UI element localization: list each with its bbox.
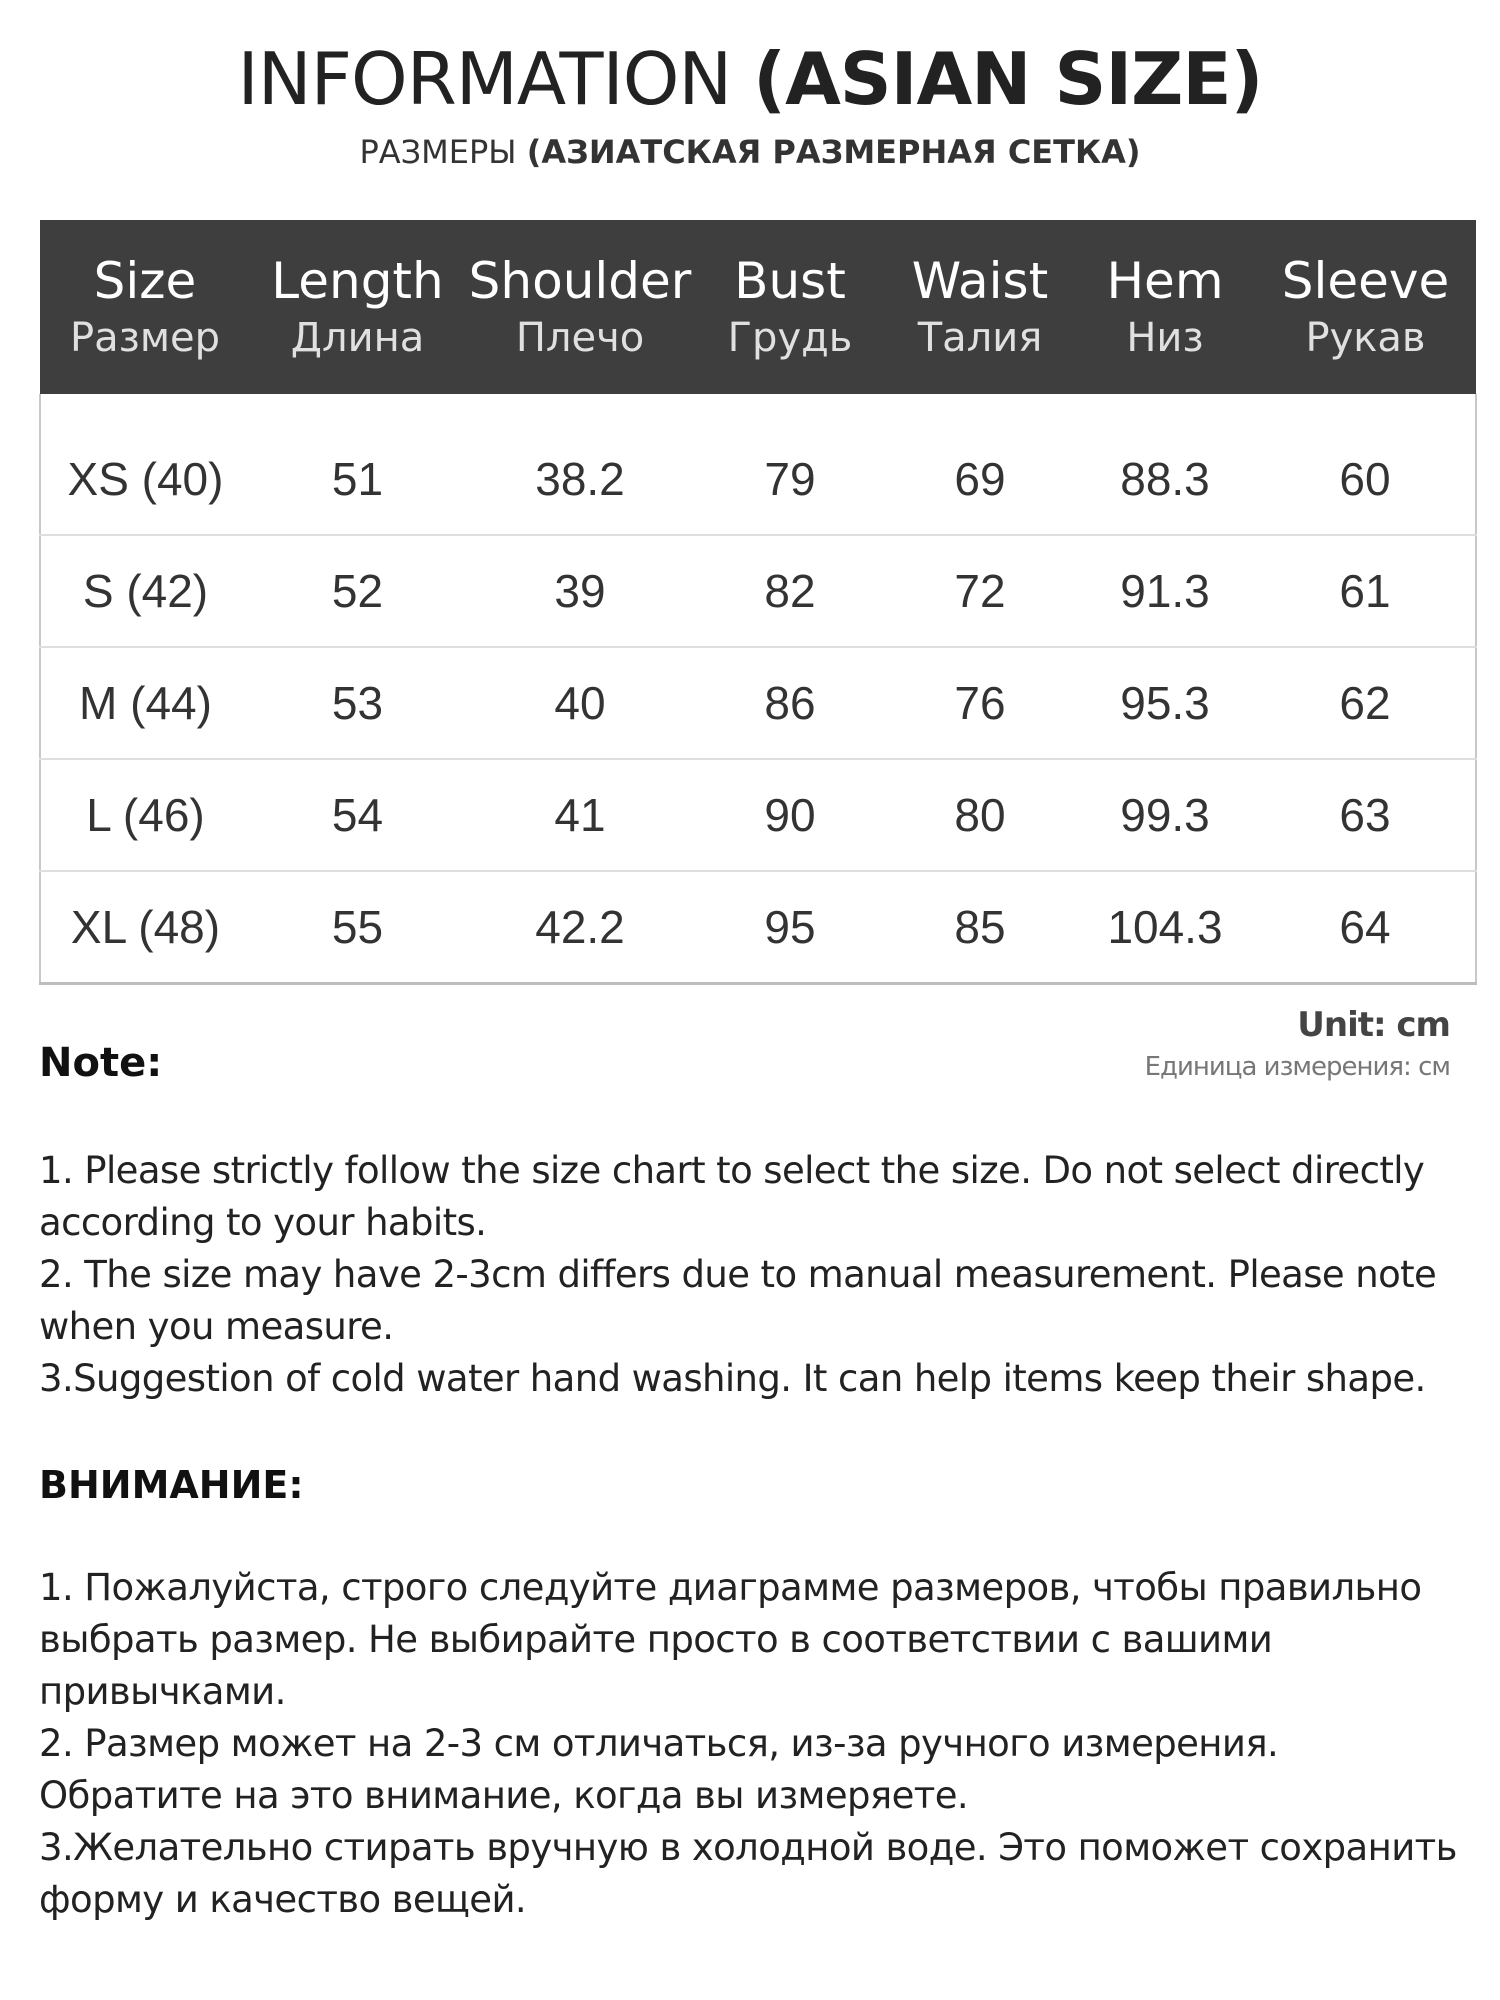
attention-heading: ВНИМАНИЕ: — [39, 1463, 304, 1507]
unit-label-ru: Единица измерения: см — [1144, 1052, 1450, 1082]
column-header-sublabel: Длина — [290, 315, 425, 361]
column-header-label: Hem — [1106, 252, 1224, 310]
table-row — [40, 871, 1476, 984]
note-heading: Note: — [39, 1040, 163, 1086]
table-cell: 55 — [331, 901, 384, 953]
column-header-label: Waist — [911, 252, 1049, 310]
column-header-hem — [1075, 220, 1255, 394]
notes-list-en — [39, 1145, 1469, 1405]
column-header-sublabel: Грудь — [727, 315, 853, 361]
note-item: 1. Please strictly follow the size chart to select the size. Do not select directly according to your habits. — [39, 1149, 1425, 1244]
table-cell: 54 — [250, 759, 465, 871]
table-cell: 61 — [1255, 535, 1476, 647]
table-cell: 62 — [1255, 647, 1476, 759]
column-header-label: Shoulder — [468, 252, 692, 310]
column-header-label: Size — [93, 252, 197, 310]
note-item-ru: 3.Желательно стирать вручную в холодной воде. Это поможет сохранить форму и качество вещей. — [39, 1826, 1457, 1921]
table-row — [40, 647, 1476, 759]
size-chart-table — [39, 220, 1477, 985]
table-row — [40, 424, 1476, 535]
table-cell: 72 — [885, 535, 1075, 647]
column-header-sublabel: Низ — [1126, 315, 1204, 361]
table-cell: 90 — [695, 759, 885, 871]
table-spacer — [40, 394, 1476, 424]
table-cell: 63 — [1255, 759, 1476, 871]
page-subtitle — [0, 132, 1500, 172]
column-header-sublabel: Плечо — [515, 315, 645, 361]
table-cell: 91.3 — [1075, 535, 1255, 647]
table-cell: 52 — [250, 535, 465, 647]
table-cell: 60 — [1255, 424, 1476, 535]
note-item: 2. The size may have 2-3cm differs due to manual measurement. Please note when you measure. — [39, 1253, 1437, 1348]
column-header-sublabel: Талия — [917, 315, 1043, 361]
page-title — [0, 36, 1500, 122]
column-header-bust — [695, 220, 885, 394]
table-cell: 64 — [1339, 901, 1391, 953]
page-title-emphasis: (ASIAN SIZE) — [753, 37, 1263, 121]
column-header-size — [40, 220, 250, 394]
table-cell: 42.2 — [535, 901, 625, 953]
table-row — [40, 535, 1476, 647]
table-cell-size: S (42) — [40, 535, 250, 647]
table-cell: 51 — [250, 424, 465, 535]
table-cell: 86 — [695, 647, 885, 759]
column-header-sublabel: Размер — [69, 315, 221, 361]
table-cell-size: XS (40) — [40, 424, 250, 535]
column-header-label: Length — [271, 252, 444, 310]
column-header-waist — [885, 220, 1075, 394]
table-header-row — [40, 220, 1476, 394]
table-spacer-cell — [40, 394, 1476, 424]
table-cell: 39 — [465, 535, 695, 647]
note-item: 3.Suggestion of cold water hand washing. It can help items keep their shape. — [39, 1357, 1426, 1400]
table-cell: 40 — [465, 647, 695, 759]
column-header-sublabel: Рукав — [1305, 315, 1426, 361]
column-header-label: Sleeve — [1281, 252, 1450, 310]
note-item-ru: 1. Пожалуйста, строго следуйте диаграмме размеров, чтобы правильно выбрать размер. Не выбирайте просто в соответствии с вашими привычками. — [39, 1566, 1422, 1713]
page-subtitle-main: РАЗМЕРЫ — [359, 133, 527, 171]
table-cell: 95 — [764, 901, 816, 953]
table-cell: 80 — [885, 759, 1075, 871]
table-cell: 41 — [465, 759, 695, 871]
table-cell: 88.3 — [1075, 424, 1255, 535]
table-cell: 76 — [885, 647, 1075, 759]
table-cell-size: XL (48) — [70, 901, 221, 953]
table-cell-size: L (46) — [40, 759, 250, 871]
table-cell: 38.2 — [465, 424, 695, 535]
page-title-main: INFORMATION — [237, 37, 754, 121]
table-row — [40, 759, 1476, 871]
table-cell: 85 — [954, 901, 1006, 953]
notes-list-ru — [39, 1562, 1469, 1926]
column-header-sleeve — [1255, 220, 1476, 394]
note-item-ru: 2. Размер может на 2-3 см отличаться, из-за ручного измерения. Обратите на это внимание, когда вы измеряете. — [39, 1722, 1279, 1817]
table-cell: 99.3 — [1075, 759, 1255, 871]
unit-label: Unit: cm — [1297, 1005, 1450, 1045]
column-header-length — [250, 220, 465, 394]
table-cell: 79 — [695, 424, 885, 535]
table-cell: 95.3 — [1075, 647, 1255, 759]
table-cell: 53 — [250, 647, 465, 759]
page-subtitle-emphasis: (АЗИАТСКАЯ РАЗМЕРНАЯ СЕТКА) — [526, 133, 1141, 171]
table-cell-size: M (44) — [40, 647, 250, 759]
column-header-label: Bust — [734, 252, 846, 310]
table-cell: 69 — [885, 424, 1075, 535]
table-cell: 82 — [695, 535, 885, 647]
table-cell: 104.3 — [1107, 901, 1223, 953]
column-header-shoulder — [465, 220, 695, 394]
